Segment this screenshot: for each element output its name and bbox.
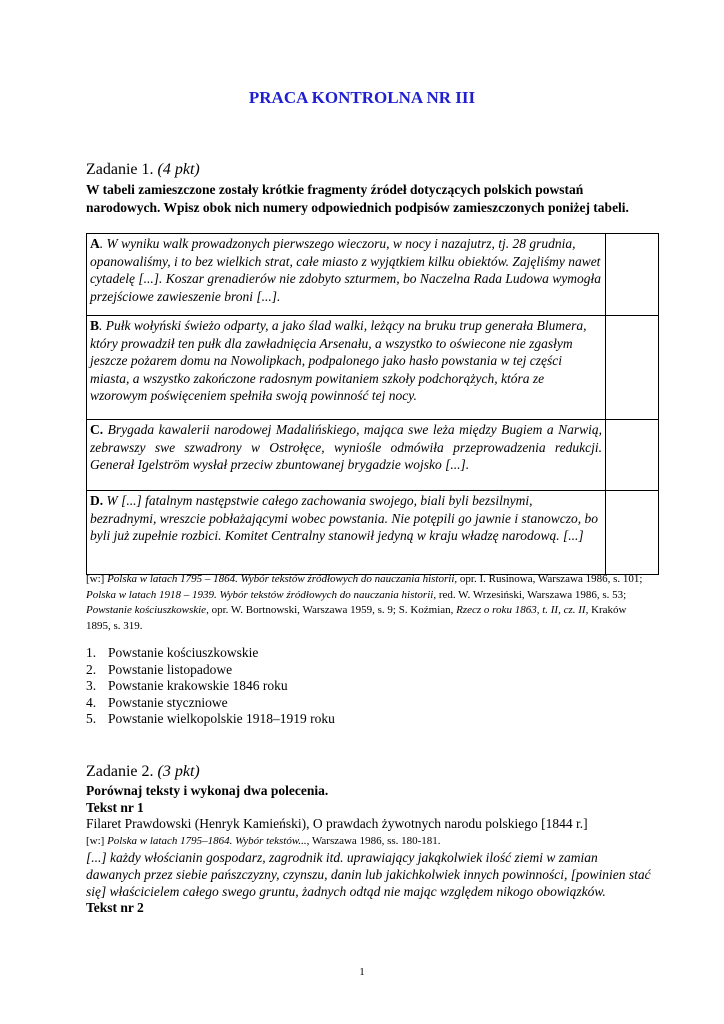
footnote-title: Rzecz o roku 1863, t. II, cz. II	[456, 604, 586, 616]
task2-content	[86, 783, 652, 917]
option-label: Powstanie styczniowe	[108, 694, 228, 710]
row-letter: A	[90, 236, 100, 251]
footnote-part: , red. W. Wrzesiński, Warszawa 1986, s. 53;	[433, 588, 627, 601]
option-number: 1.	[86, 645, 97, 660]
source-text: Brygada kawalerii narodowej Madalińskiego, mająca swe leża między Bugiem a Narwią, zebrawszy swe szwadrony w Ostrołęce, wyniośle odmówiła przeprowadzenia redukcji. Generał Igelström wysłał przeciw zbuntowanej brygadzie wojsko [...].	[90, 422, 602, 472]
row-letter: D.	[90, 493, 104, 508]
footnote-part: , Kraków 1895, s. 319.	[86, 604, 627, 632]
table-row	[87, 420, 659, 491]
table-row	[87, 234, 659, 316]
option-number: 2.	[86, 661, 97, 677]
source-text: . Pułk wołyński świeżo odparty, a jako ślad walki, leżący na bruku trup generała Blumera, który prowadził ten pułk dla zawładnięcia Arsenału, a wszystko to oświecone nie zgasłym jeszcze pożarem domu na Nowolipkach, podpalonego jako hasło powstania w tej części miasta, a wszystko zakończone radosnym powitaniem szkoły podchorążych, która ze wzorowym poświęceniem spełniła swoją powinność tej nocy.	[90, 318, 587, 403]
list-item	[86, 711, 335, 728]
reference-rest: , Warszawa 1986, ss. 180-181.	[306, 834, 441, 847]
row-letter: B	[90, 318, 100, 333]
option-label: Powstanie kościuszkowskie	[108, 645, 259, 660]
source-text-cell	[87, 316, 606, 420]
text1-source: Filaret Prawdowski (Henryk Kamieński), O prawdach żywotnych narodu polskiego [1844 r.]	[86, 816, 588, 831]
task2-instruction: Porównaj teksty i wykonaj dwa polecenia.	[86, 783, 329, 798]
task2-heading	[86, 763, 200, 781]
answer-cell[interactable]	[606, 420, 659, 491]
task2-title: Zadanie 2.	[86, 763, 154, 780]
row-letter: C.	[90, 422, 104, 437]
text1-reference	[86, 833, 652, 850]
option-label: Powstanie listopadowe	[108, 661, 233, 677]
source-text-cell	[87, 420, 606, 491]
source-text-cell	[87, 234, 606, 316]
page-number: 1	[359, 966, 365, 978]
text1-label: Tekst nr 1	[86, 799, 144, 815]
caption-options-list	[86, 645, 335, 728]
table-row	[87, 316, 659, 420]
source-text: . W wyniku walk prowadzonych pierwszego wieczoru, w nocy i nazajutrz, tj. 28 grudnia, opanowaliśmy, i to bez wielkich strat, całe miasto z wyjątkiem kilku obiektów. Zajęliśmy nawet cytadelę [...]. Koszar grenadierów nie zdobyto szturmem, bo Naczelna Rada Ludowa wymogła przejściowe zawieszenie broni [...].	[90, 236, 601, 304]
footnote-title: Powstanie kościuszkowskie	[86, 604, 207, 616]
footnote-part: , opr. W. Bortnowski, Warszawa 1959, s. 9; S. Koźmian,	[206, 604, 457, 616]
source-text: W [...] fatalnym następstwie całego zachowania swojego, biali byli bezsilnymi, bezradnymi, wreszcie pobłażającymi wobec powstania. Nie potępili go jawnie i stanowczo, bo byli już zupełnie rozbici. Komitet Centralny stanowił jedyną w kraju władzę narodową. [...]	[90, 493, 598, 543]
answer-cell[interactable]	[606, 234, 659, 316]
option-label: Powstanie krakowskie 1846 roku	[108, 678, 288, 693]
list-item	[86, 678, 335, 695]
option-number: 5.	[86, 711, 97, 726]
task1-heading	[86, 161, 200, 179]
option-number: 4.	[86, 694, 97, 710]
option-number: 3.	[86, 678, 97, 693]
option-label: Powstanie wielkopolskie 1918–1919 roku	[108, 711, 335, 726]
page-title: PRACA KONTROLNA NR III	[248, 88, 476, 107]
list-item	[86, 645, 335, 662]
table-row	[87, 491, 659, 575]
reference-prefix: [w:]	[86, 834, 108, 847]
list-item	[86, 695, 335, 712]
footnote-title: Polska w latach 1795 – 1864. Wybór tekstów źródłowych do nauczania historii	[107, 573, 455, 585]
task2-points: (3 pkt)	[157, 763, 200, 780]
task1-title: Zadanie 1.	[86, 161, 154, 178]
text1-quote: [...] każdy włościanin gospodarz, zagrodnik itd. uprawiający jakąkolwiek ilość ziemi w zamian dawanych przez siebie pańszczyzny, czynszu, danin lub jakichkolwiek innych powinności, [powinien stać się] właścicielem całego swego gruntu, żadnych odtąd nie mając względem nikogo obowiązków.	[86, 850, 651, 899]
text2-label: Tekst nr 2	[86, 900, 144, 915]
list-item	[86, 662, 335, 679]
source-text-cell	[87, 491, 606, 575]
footnote-part: , opr. I. Rusinowa, Warszawa 1986, s. 101;	[454, 573, 643, 585]
task1-instruction: W tabeli zamieszczone zostały krótkie fragmenty źródeł dotyczących polskich powstań narodowych. Wpisz obok nich numery odpowiednich podpisów zamieszczonych poniżej tabeli.	[86, 182, 629, 215]
sources-table	[86, 233, 659, 575]
footnote-title: Polska w latach 1918 – 1939. Wybór tekstów źródłowych do nauczania historii	[86, 588, 434, 601]
reference-title: Polska w latach 1795–1864. Wybór tekstów...	[107, 834, 307, 847]
footnote-part: [w:]	[86, 573, 108, 585]
task1-points: (4 pkt)	[157, 161, 200, 178]
sources-footnote	[86, 572, 652, 634]
answer-cell[interactable]	[606, 316, 659, 420]
answer-cell[interactable]	[606, 491, 659, 575]
